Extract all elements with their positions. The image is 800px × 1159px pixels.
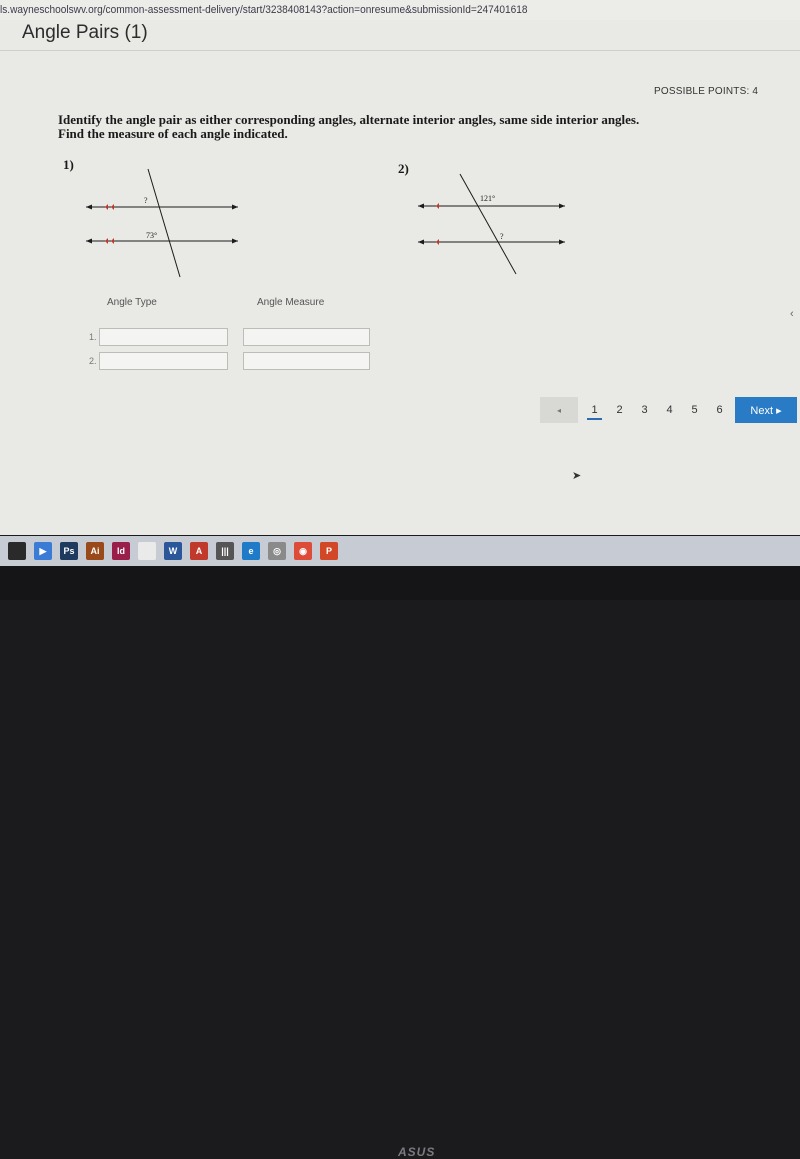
side-panel-toggle-icon[interactable]: ‹ (790, 308, 794, 320)
angle-type-header: Angle Type (107, 297, 157, 308)
arrowhead-left (418, 240, 424, 245)
photoshop-icon[interactable]: Ps (60, 542, 78, 560)
parallel-mark-top (436, 203, 439, 209)
transversal (148, 169, 180, 277)
angle-unknown-label: ? (144, 196, 148, 205)
illustrator-icon[interactable]: Ai (86, 542, 104, 560)
arrowhead-right (232, 239, 238, 244)
url-text: ls.wayneschoolswv.org/common-assessment-delivery/start/3238408143?action=onresume&submissionId=247401618 (0, 4, 528, 16)
file-icon[interactable] (138, 542, 156, 560)
instruction-line-2: Find the measure of each angle indicated. (58, 126, 288, 141)
arrowhead-left (86, 239, 92, 244)
search-icon[interactable]: ◎ (268, 542, 286, 560)
monitor-brand-logo: ASUS (398, 1145, 436, 1159)
page-3-button[interactable]: 3 (641, 404, 648, 416)
angle-given-label: 121° (480, 194, 496, 203)
page-5-button[interactable]: 5 (691, 404, 698, 416)
browser-viewport (0, 0, 800, 535)
transversal (460, 174, 516, 274)
arrowhead-right (559, 240, 565, 245)
angle-measure-header: Angle Measure (257, 297, 325, 308)
angle-type-input-1[interactable] (99, 328, 228, 346)
answer-row-1-number: 1. (89, 332, 97, 342)
angle-given-label: 73° (146, 231, 158, 240)
page-title: Angle Pairs (1) (22, 22, 148, 43)
answer-row-2-number: 2. (89, 356, 97, 366)
angle-type-input-2[interactable] (99, 352, 228, 370)
taskbar (0, 536, 800, 566)
previous-page-button[interactable]: ◂ (540, 397, 578, 423)
word-icon[interactable]: W (164, 542, 182, 560)
problem-2-figure (410, 170, 575, 280)
possible-points: POSSIBLE POINTS: 4 (654, 86, 759, 97)
pagination (540, 397, 732, 423)
page-1-button[interactable]: 1 (582, 397, 607, 423)
arrowhead-right (559, 204, 565, 209)
media-icon[interactable]: ▶ (34, 542, 52, 560)
powerpoint-icon[interactable]: P (320, 542, 338, 560)
arrowhead-left (418, 204, 424, 209)
title-divider (0, 50, 800, 51)
question-instructions (58, 113, 758, 141)
page-2-button[interactable]: 2 (616, 404, 623, 416)
arrowhead-left (86, 205, 92, 210)
angle-measure-input-1[interactable] (243, 328, 370, 346)
address-bar[interactable] (0, 0, 800, 20)
problem-1-number: 1) (63, 157, 74, 172)
barcode-icon[interactable]: ||| (216, 542, 234, 560)
chrome-icon[interactable]: ◉ (294, 542, 312, 560)
edge-icon[interactable]: e (242, 542, 260, 560)
arrowhead-right (232, 205, 238, 210)
problem-1-figure (80, 165, 245, 280)
start-icon[interactable] (8, 542, 26, 560)
page-6-button[interactable]: 6 (716, 404, 723, 416)
angle-measure-input-2[interactable] (243, 352, 370, 370)
mouse-cursor-icon: ➤ (572, 470, 582, 482)
next-button[interactable]: Next ▸ (735, 397, 797, 423)
problem-2-number: 2) (398, 161, 409, 176)
acrobat-icon[interactable]: A (190, 542, 208, 560)
parallel-mark-bottom (436, 239, 439, 245)
instruction-line-1: Identify the angle pair as either corresponding angles, alternate interior angles, same side interior angles. (58, 112, 640, 127)
indesign-icon[interactable]: Id (112, 542, 130, 560)
page-4-button[interactable]: 4 (666, 404, 673, 416)
angle-unknown-label: ? (500, 232, 504, 241)
monitor-bezel (0, 566, 800, 1159)
